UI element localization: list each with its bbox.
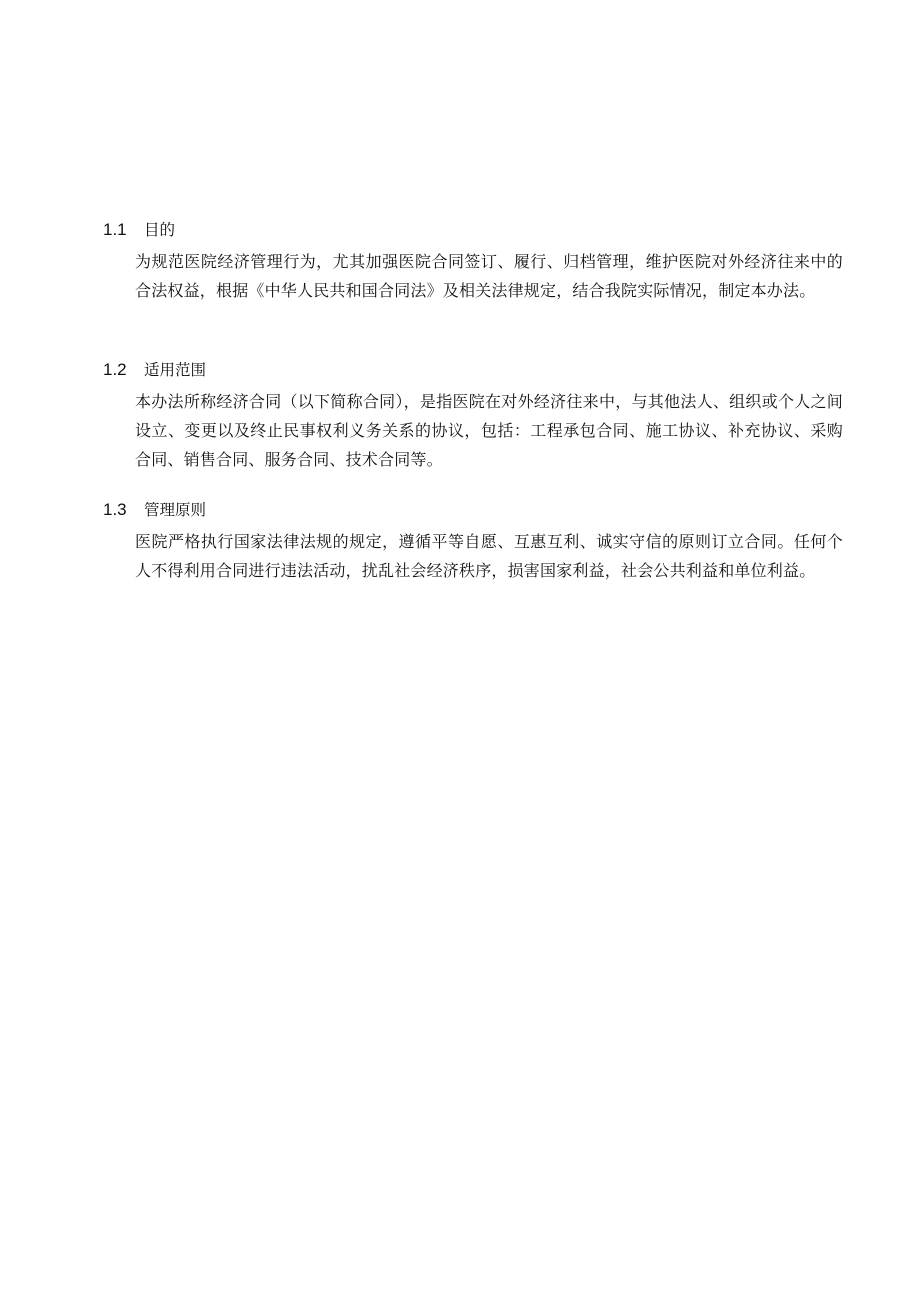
section-principles: [103, 499, 843, 585]
section-number: 1.1: [103, 220, 127, 239]
section-body: 为规范医院经济管理行为，尤其加强医院合同签订、履行、归档管理，维护医院对外经济往来中的合法权益，根据《中华人民共和国合同法》及相关法律规定，结合我院实际情况，制定本办法。: [135, 252, 843, 300]
section-body: 本办法所称经济合同（以下简称合同），是指医院在对外经济往来中，与其他法人、组织或个人之间设立、变更以及终止民事权利义务关系的协议，包括：工程承包合同、施工协议、补充协议、采购合同、销售合同、服务合同、技术合同等。: [135, 392, 843, 469]
section-title: 适用范围: [144, 361, 207, 379]
section-number: 1.2: [103, 360, 127, 379]
section-heading: [103, 219, 843, 241]
section-body: 医院严格执行国家法律法规的规定，遵循平等自愿、互惠互利、诚实守信的原则订立合同。任何个人不得利用合同进行违法活动，扰乱社会经济秩序，损害国家利益，社会公共利益和单位利益。: [135, 532, 843, 580]
section-heading: [103, 359, 843, 381]
section-heading: [103, 499, 843, 521]
section-title: 目的: [144, 221, 176, 239]
section-purpose: [103, 219, 843, 305]
section-scope: [103, 359, 843, 474]
section-number: 1.3: [103, 500, 127, 519]
section-title: 管理原则: [144, 501, 207, 519]
